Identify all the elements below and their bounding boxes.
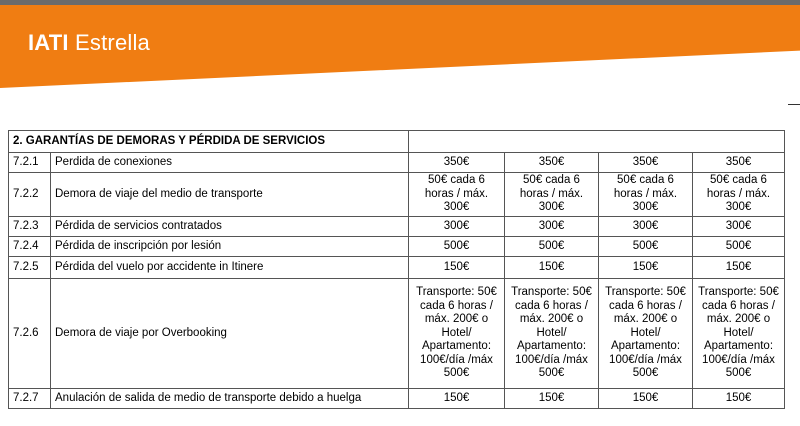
table-row [9,173,785,217]
table-row [9,217,785,237]
section-header-empty-cell [409,131,785,153]
brand-name-rest: Estrella [75,30,150,55]
section-header-row [9,131,785,153]
row-value: 150€ [505,257,599,279]
brand-name-bold: IATI [28,30,69,55]
guarantees-table [8,130,785,409]
margin-mark [788,104,800,105]
row-value: 150€ [599,257,693,279]
row-description: Perdida de conexiones [51,153,409,173]
row-value: 500€ [693,237,785,257]
row-code: 7.2.2 [9,173,51,217]
row-description: Pérdida del vuelo por accidente in Itinere [51,257,409,279]
section-title: 2. GARANTÍAS DE DEMORAS Y PÉRDIDA DE SERVICIOS [9,131,409,153]
row-value: 300€ [693,217,785,237]
row-code: 7.2.4 [9,237,51,257]
row-value: Transporte: 50€ cada 6 horas / máx. 200€ o Hotel/ Apartamento: 100€/día /máx 500€ [599,279,693,389]
row-value: Transporte: 50€ cada 6 horas / máx. 200€ o Hotel/ Apartamento: 100€/día /máx 500€ [505,279,599,389]
table-row [9,389,785,409]
row-code: 7.2.1 [9,153,51,173]
table-row [9,153,785,173]
row-value: 150€ [409,389,505,409]
row-value: 50€ cada 6 horas / máx. 300€ [693,173,785,217]
table-row [9,237,785,257]
table-row [9,257,785,279]
row-value: 150€ [693,257,785,279]
row-value: 500€ [505,237,599,257]
row-value: 150€ [599,389,693,409]
row-value: 350€ [409,153,505,173]
row-value: Transporte: 50€ cada 6 horas / máx. 200€ o Hotel/ Apartamento: 100€/día /máx 500€ [693,279,785,389]
brand-logo [28,30,150,56]
row-description: Pérdida de inscripción por lesión [51,237,409,257]
row-value: 300€ [599,217,693,237]
row-code: 7.2.7 [9,389,51,409]
row-description: Demora de viaje por Overbooking [51,279,409,389]
row-value: 150€ [693,389,785,409]
row-value: 500€ [409,237,505,257]
row-description: Pérdida de servicios contratados [51,217,409,237]
row-value: 300€ [409,217,505,237]
row-description: Demora de viaje del medio de transporte [51,173,409,217]
row-value: 150€ [409,257,505,279]
row-value: 50€ cada 6 horas / máx. 300€ [409,173,505,217]
row-code: 7.2.6 [9,279,51,389]
row-value: 500€ [599,237,693,257]
row-code: 7.2.5 [9,257,51,279]
row-value: Transporte: 50€ cada 6 horas / máx. 200€ o Hotel/ Apartamento: 100€/día /máx 500€ [409,279,505,389]
table-row [9,279,785,389]
row-value: 50€ cada 6 horas / máx. 300€ [599,173,693,217]
row-value: 350€ [599,153,693,173]
top-border [0,0,800,5]
row-value: 150€ [505,389,599,409]
row-value: 50€ cada 6 horas / máx. 300€ [505,173,599,217]
row-value: 300€ [505,217,599,237]
row-value: 350€ [505,153,599,173]
row-code: 7.2.3 [9,217,51,237]
row-description: Anulación de salida de medio de transporte debido a huelga [51,389,409,409]
row-value: 350€ [693,153,785,173]
